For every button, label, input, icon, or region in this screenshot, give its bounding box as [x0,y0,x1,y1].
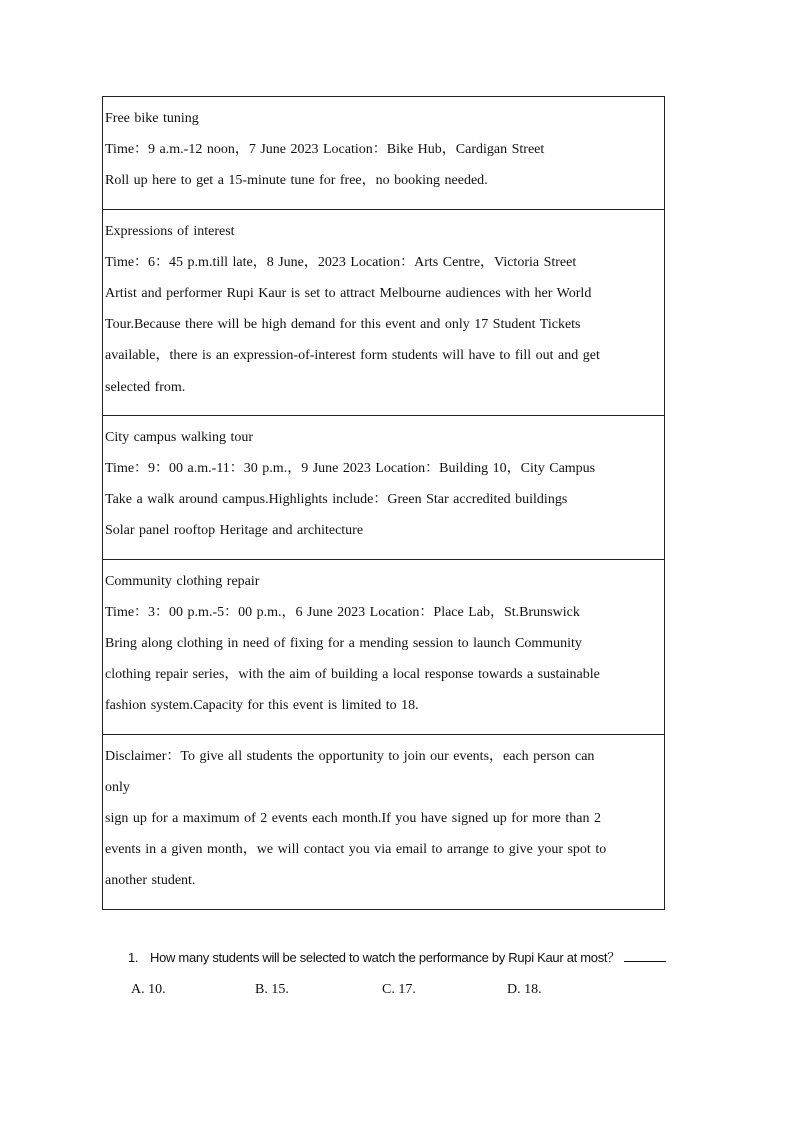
option-letter: C. [382,982,395,997]
event-description: selected from. [105,379,186,395]
event-time-location: Time：9 a.m.-12 noon，7 June 2023 Location：Bike Hub，Cardigan Street [105,142,545,158]
event-description: available，there is an expression-of-interest form students will have to fill out and get [105,348,600,364]
event-city-campus-walking-tour [103,416,664,560]
event-title: Free bike tuning [105,111,199,126]
question-1 [128,946,666,970]
option-c[interactable] [382,978,416,1002]
disclaimer-text: Disclaimer：To give all students the opportunity to join our events，each person can [105,748,595,764]
event-title: City campus walking tour [105,429,254,445]
event-title: Community clothing repair [105,573,260,589]
event-description: fashion system.Capacity for this event is limited to 18. [105,698,419,714]
event-expressions-of-interest [103,210,664,416]
disclaimer-text: only [105,779,130,795]
option-value: 17. [398,982,416,997]
event-time-location: Time：3：00 p.m.-5：00 p.m.，6 June 2023 Location：Place Lab，St.Brunswick [105,604,580,620]
option-letter: A. [131,982,145,997]
event-description: Take a walk around campus.Highlights include：Green Star accredited buildings [105,492,568,508]
event-description: Solar panel rooftop Heritage and architecture [105,523,364,539]
option-value: 15. [271,982,289,997]
option-d[interactable] [507,978,542,1002]
event-title: Expressions of interest [105,223,235,239]
question-number: 1. [128,950,139,965]
option-letter: B. [255,982,268,997]
event-description: Artist and performer Rupi Kaur is set to attract Melbourne audiences with her World [105,286,592,302]
event-time-location: Time：6：45 p.m.till late，8 June，2023 Location：Arts Centre，Victoria Street [105,254,577,270]
event-free-bike-tuning [103,97,664,210]
event-description: Roll up here to get a 15-minute tune for free，no booking needed. [105,173,488,189]
event-community-clothing-repair [103,560,664,735]
event-time-location: Time：9：00 a.m.-11：30 p.m.，9 June 2023 Location：Building 10，City Campus [105,461,596,477]
disclaimer-text: events in a given month，we will contact you via email to arrange to give your spot to [105,842,607,858]
option-value: 10. [148,982,166,997]
option-b[interactable] [255,978,289,1002]
disclaimer [103,735,664,909]
events-table [102,96,665,910]
option-a[interactable] [131,978,166,1002]
disclaimer-text: sign up for a maximum of 2 events each month.If you have signed up for more than 2 [105,811,601,827]
event-description: Tour.Because there will be high demand for this event and only 17 Student Tickets [105,317,581,333]
option-value: 18. [524,982,542,997]
disclaimer-text: another student. [105,873,196,889]
event-description: Bring along clothing in need of fixing for a mending session to launch Community [105,636,582,652]
option-letter: D. [507,982,521,997]
event-description: clothing repair series，with the aim of building a local response towards a sustainable [105,667,600,683]
answer-blank[interactable] [624,947,666,962]
question-text: How many students will be selected to watch the performance by Rupi Kaur at most？ [150,950,620,965]
